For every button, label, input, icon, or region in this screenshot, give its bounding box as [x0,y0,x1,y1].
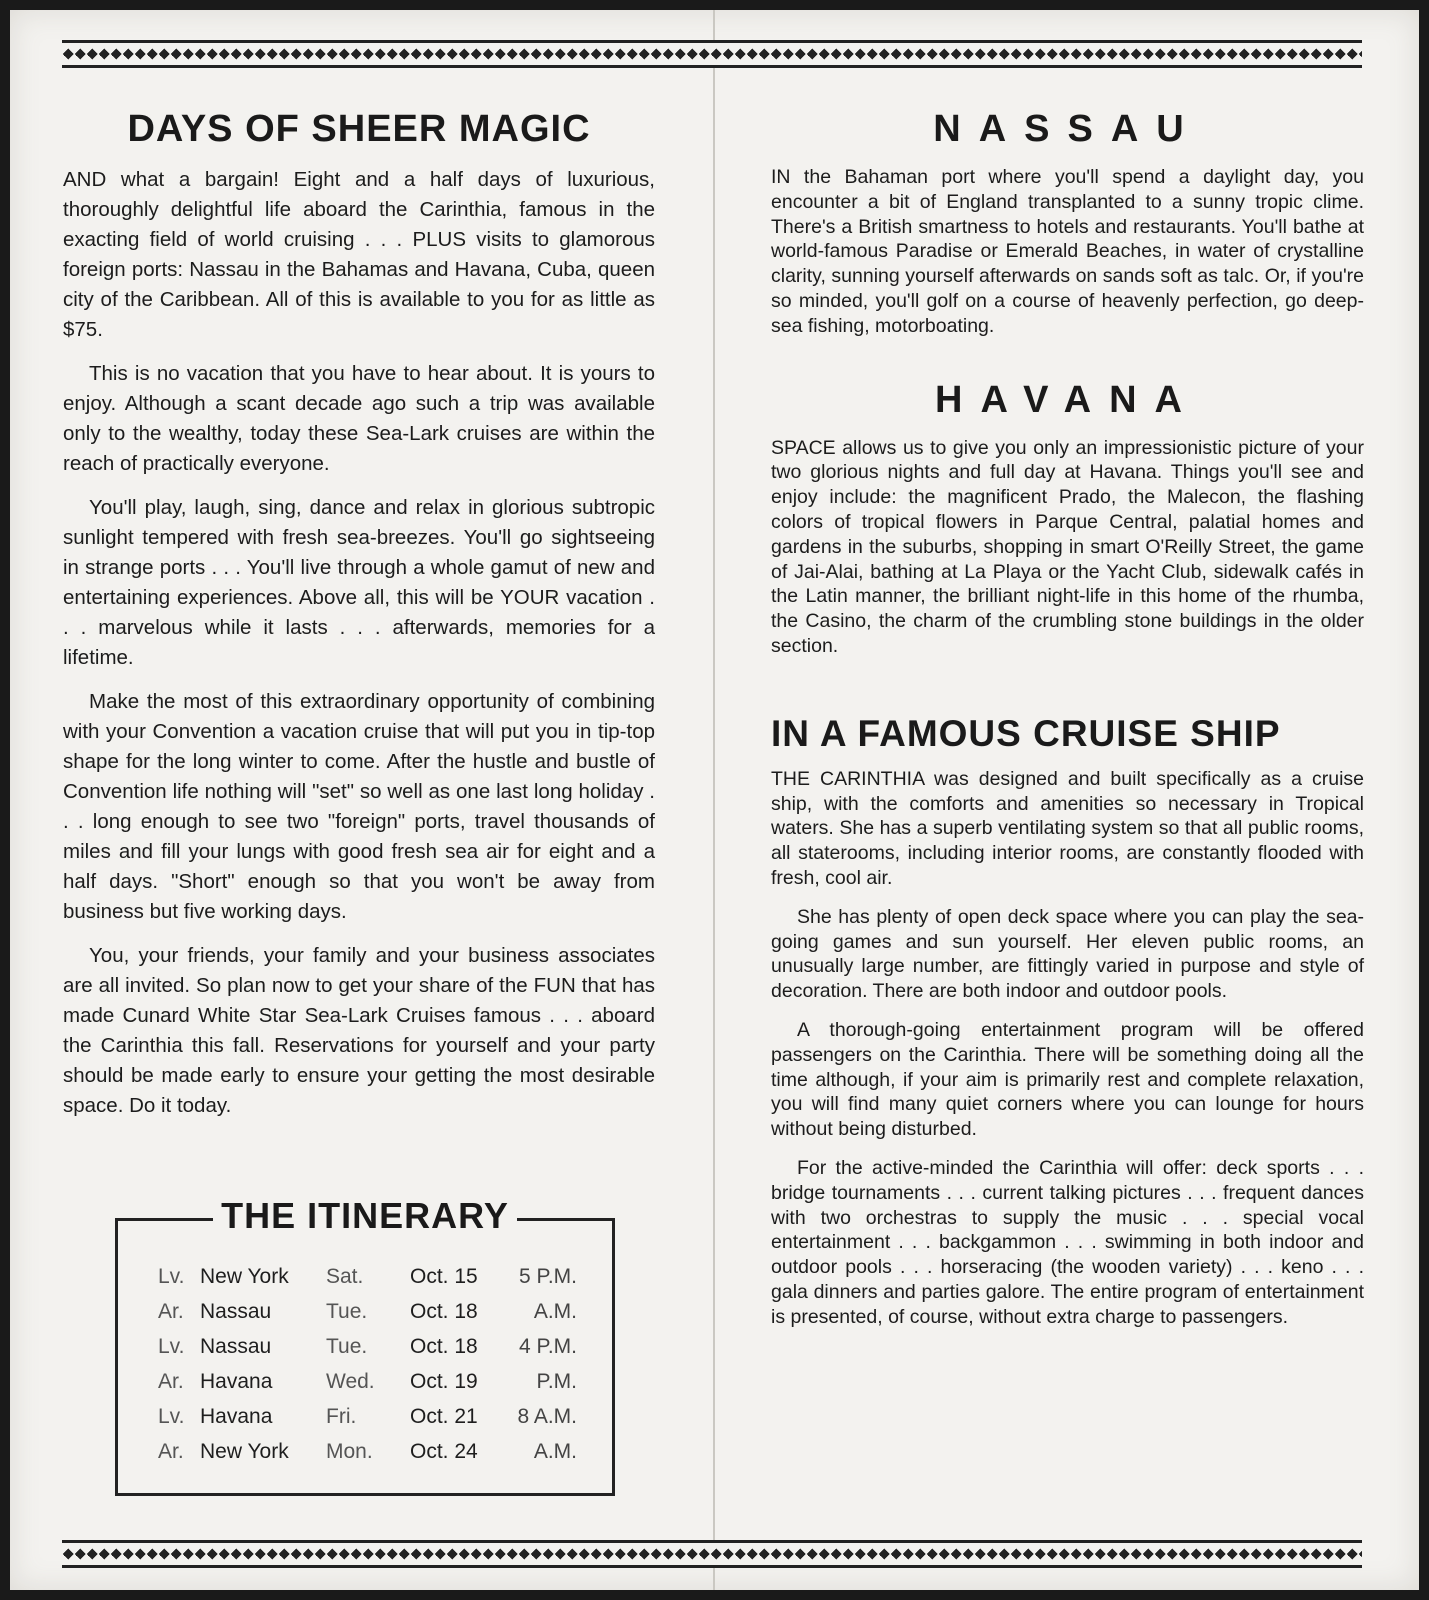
paragraph: THE CARINTHIA was designed and built specifically as a cruise ship, with the comforts and amenities so necessary in Tropical waters. She has a superb ventilating system so that all public rooms, all staterooms, including interior rooms, are constantly flooded with fresh, cool air. [771,767,1364,889]
paragraph: For the active-minded the Carinthia will offer: deck sports . . . bridge tournaments . . . current talking pictures . . . frequent dances with two orchestras to supply the music . . . special vocal entertainment . . . backgammon . . . swimming in both indoor and outdoor pools . . . horseracing (the wooden variety) . . . keno . . . gala dinners and parties galore. The entire program of entertainment is presented, of course, without extra charge to passengers. [771,1156,1364,1328]
paragraph: You'll play, laugh, sing, dance and relax in glorious subtropic sunlight tempered with fresh sea-breezes. You'll go sightseeing in strange ports . . . You'll live through a whole gamut of new and entertaining experiences. Above all, this will be YOUR vacation . . . marvelous while it lasts . . . afterwards, memories for a lifetime. [63,496,655,669]
itinerary-time: A.M. [533,1439,577,1463]
heading-famous-cruise-ship: IN A FAMOUS CRUISE SHIP [771,712,1281,754]
itinerary-place: New York [200,1264,289,1288]
itinerary-action: Lv. [158,1404,185,1428]
itinerary-action: Lv. [158,1334,185,1358]
table-row [158,1364,577,1399]
itinerary-title-text: THE ITINERARY [213,1195,517,1236]
itinerary-date: Oct. 18 [410,1334,478,1358]
itinerary-date: Oct. 18 [410,1299,478,1323]
itinerary-place: Havana [200,1404,273,1428]
heading-havana: HAVANA [935,378,1200,421]
page-fold [713,10,715,1590]
itinerary-place: Nassau [200,1334,272,1358]
itinerary-table [158,1259,577,1469]
table-row [158,1434,577,1469]
paragraph-havana: SPACE allows us to give you only an impressionistic picture of your two glorious nights and full day at Havana. Things you'll see and enjoy include: the magnificent Prado, the Malecon, the flashing colors of tropical flowers in Parque Central, palatial homes and gardens in the suburbs, shopping in smart O'Reilly Street, the game of Jai-Alai, bathing at La Playa or the Yacht Club, sidewalk cafés in the Latin manner, the brilliant night-life in this home of the rhumba, the Casino, the charm of the crumbling stone buildings in the older section. [771,436,1364,657]
itinerary-day: Wed. [326,1369,375,1393]
table-row [158,1259,577,1294]
table-row [158,1329,577,1364]
table-row [158,1399,577,1434]
itinerary-place: Nassau [200,1299,272,1323]
left-page [63,108,655,1135]
paragraph: This is no vacation that you have to hear about. It is yours to enjoy. Although a scant decade ago such a trip was available only to the wealthy, today these Sea-Lark cruises are within the reach of practically everyone. [63,362,655,475]
itinerary-time: P.M. [536,1369,577,1393]
itinerary-place: Havana [200,1369,273,1393]
itinerary-box [115,1195,615,1496]
itinerary-day: Tue. [326,1299,368,1323]
itinerary-date: Oct. 19 [410,1369,478,1393]
itinerary-time: 5 P.M. [519,1264,577,1288]
paragraph: You, your friends, your family and your business associates are all invited. So plan now to get your share of the FUN that has made Cunard White Star Sea-Lark Cruises famous . . . aboard the Carinthia this fall. Reservations for yourself and your party should be made early to ensure your getting the most desirable space. Do it today. [63,944,655,1117]
itinerary-time: A.M. [533,1299,577,1323]
decorative-border-bottom [62,1540,1362,1568]
paragraph: AND what a bargain! Eight and a half days of luxurious, thoroughly delightful life aboard the Carinthia, famous in the exacting field of world cruising . . . PLUS visits to glamorous foreign ports: Nassau in the Bahamas and Havana, Cuba, queen city of the Caribbean. All of this is available to you for as little as $75. [63,168,655,341]
right-page [771,108,1364,1343]
itinerary-title [118,1195,612,1237]
itinerary-action: Ar. [158,1299,184,1323]
itinerary-day: Sat. [326,1264,364,1288]
paragraph: She has plenty of open deck space where you can play the sea-going games and sun yourself. Her eleven public rooms, an unusually large number, are fittingly varied in purpose and style of decoration. There are both indoor and outdoor pools. [771,905,1364,1003]
itinerary-date: Oct. 21 [410,1404,478,1428]
itinerary-day: Mon. [326,1439,373,1463]
itinerary-day: Tue. [326,1334,368,1358]
itinerary-date: Oct. 24 [410,1439,478,1463]
itinerary-action: Ar. [158,1439,184,1463]
itinerary-action: Ar. [158,1369,184,1393]
paragraph-nassau: IN the Bahaman port where you'll spend a daylight day, you encounter a bit of England transplanted to a sunny tropic clime. There's a British smartness to hotels and restaurants. You'll bathe at world-famous Paradise or Emerald Beaches, in water of crystalline clarity, sunning yourself afterwards on sands soft as talc. Or, if you're so minded, you'll golf on a course of heavenly perfection, go deep-sea fishing, motorboating. [771,166,1364,337]
decorative-border-top [62,40,1362,68]
itinerary-time: 8 A.M. [517,1404,577,1428]
heading-nassau: NASSAU [933,108,1202,150]
table-row [158,1294,577,1329]
heading-days-of-sheer-magic: DAYS OF SHEER MAGIC [127,108,591,150]
itinerary-action: Lv. [158,1264,185,1288]
itinerary-date: Oct. 15 [410,1264,478,1288]
itinerary-time: 4 P.M. [519,1334,577,1358]
paragraph: A thorough-going entertainment program will be offered passengers on the Carinthia. There will be something doing all the time although, if your aim is primarily rest and complete relaxation, you will find many quiet corners where you can lounge for hours without being disturbed. [771,1018,1364,1141]
itinerary-place: New York [200,1439,289,1463]
itinerary-day: Fri. [326,1404,357,1428]
paragraph: Make the most of this extraordinary opportunity of combining with your Convention a vacation cruise that will put you in tip-top shape for the long winter to come. After the hustle and bustle of Convention life nothing will "set" so well as one last long holiday . . . long enough to see two "foreign" ports, travel thousands of miles and fill your lungs with good fresh sea air for eight and a half days. "Short" enough so that you won't be away from business but five working days. [63,690,655,923]
